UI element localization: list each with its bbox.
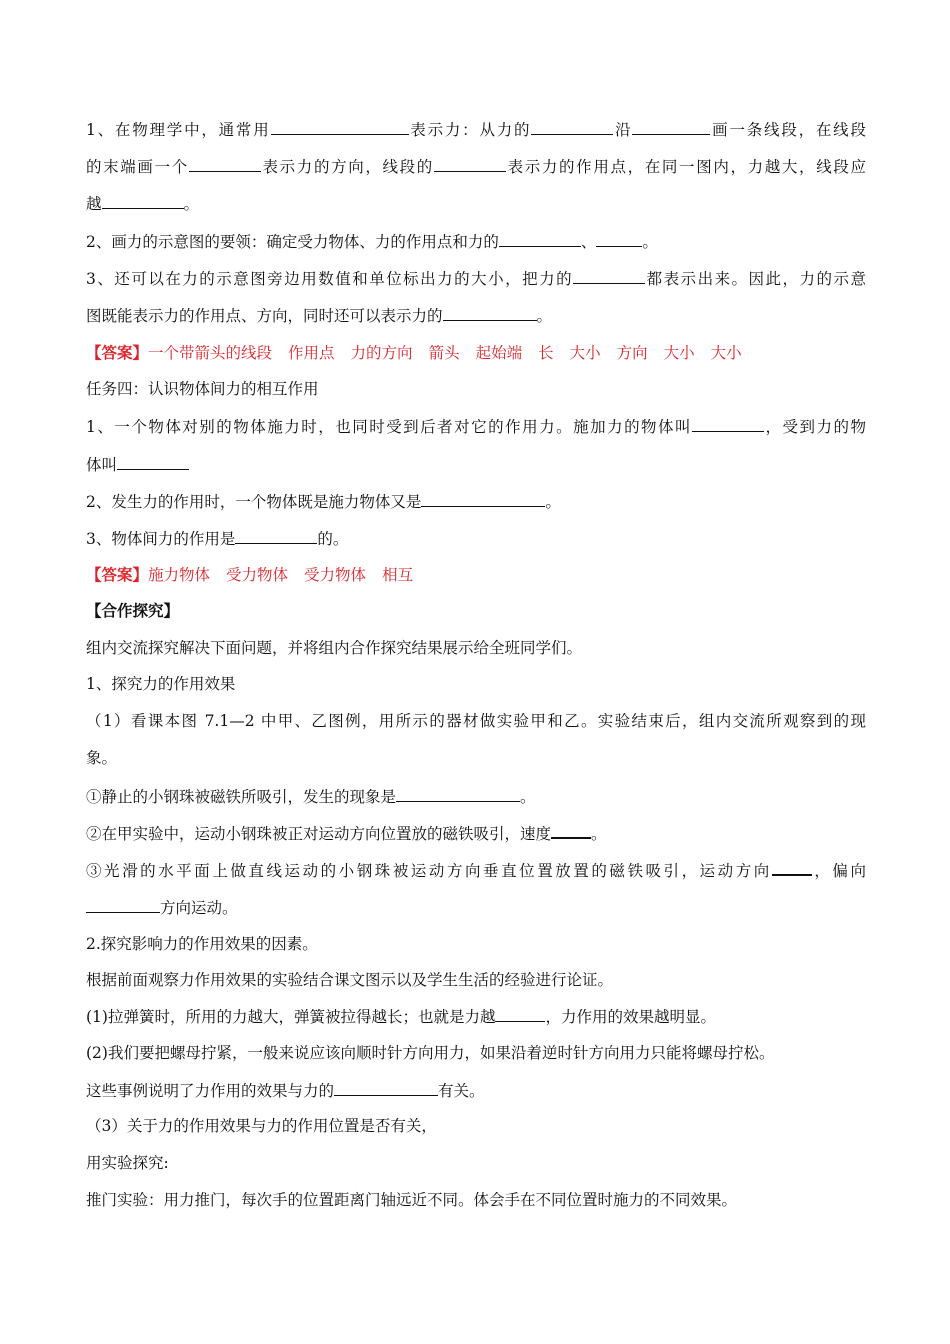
text: 。: [545, 493, 561, 511]
answer-item: 大小: [710, 344, 742, 362]
answer-item: 一个带箭头的线段: [148, 344, 273, 362]
text: 的末端画一个: [86, 158, 189, 176]
text: 越: [86, 195, 102, 213]
coop-intro: 组内交流探究解决下面问题，并将组内合作探究结果展示给全班同学们。: [86, 639, 583, 657]
coop-s2-p2: (2)我们要把螺母拧紧，一般来说应该向顺时针方向用力，如果沿着逆时针方向用力只能将螺母拧松。: [86, 1044, 775, 1062]
text: 都表示出来。因此，力的示意: [645, 270, 866, 288]
answer-item: 大小: [569, 344, 601, 362]
text: 有关。: [438, 1082, 485, 1100]
answer-blank[interactable]: [551, 821, 591, 839]
text: 表示力的作用点，在同一图内，力越大，线段应: [505, 158, 866, 176]
coop-s1-p1-line1: （1）看课本图 7.1—2 中甲、乙图例，用所示的器材做实验甲和乙。实验结束后，组内交流所观察到的现: [86, 712, 866, 730]
coop-s2-intro: 根据前面观察力作用效果的实验结合课文图示以及学生生活的经验进行论证。: [86, 971, 614, 989]
t4-q1-line1: [86, 415, 866, 438]
answer-item: 相互: [382, 566, 414, 584]
t3-answer: [86, 342, 866, 364]
answer-blank[interactable]: [772, 858, 812, 876]
text: 图既能表示力的作用点、方向，同时还可以表示力的: [86, 307, 443, 325]
t4-q3: [86, 527, 866, 550]
answer-blank[interactable]: [235, 527, 317, 544]
text: (1)拉弹簧时，所用的力越大，弹簧被拉得越长；也就是力越: [86, 1008, 496, 1026]
text: ①静止的小钢珠被磁铁所吸引，发生的现象是: [86, 788, 397, 806]
answer-blank[interactable]: [271, 118, 409, 135]
answer-blank[interactable]: [117, 453, 189, 470]
answer-item: 方向: [616, 344, 648, 362]
t3-q2: [86, 230, 866, 253]
answer-blank[interactable]: [596, 230, 642, 247]
text: ，力作用的效果越明显。: [545, 1008, 716, 1026]
text: 方向运动。: [160, 899, 238, 917]
text: 沿: [613, 121, 633, 139]
t3-q1-line2: [86, 155, 866, 178]
text: 的。: [317, 530, 349, 548]
text: 。: [536, 307, 553, 325]
answer-item: 箭头: [428, 344, 460, 362]
coop-s1-a: [86, 785, 866, 808]
coop-s1-p1-line2: 象。: [86, 749, 118, 767]
coop-s2-p3: （3）关于力的作用效果与力的作用位置是否有关，: [86, 1117, 437, 1135]
text: 。: [591, 825, 607, 843]
answer-blank[interactable]: [102, 192, 184, 209]
text: 1、一个物体对别的物体施力时，也同时受到后者对它的作用力。施加力的物体叫: [86, 418, 693, 436]
text: ②在甲实验中，运动小钢珠被正对运动方向位置放的磁铁吸引，速度: [86, 825, 552, 843]
text: 表示力：从力的: [408, 121, 532, 139]
coop-s1-c-line2: [86, 896, 866, 919]
answer-blank[interactable]: [692, 415, 764, 432]
answer-blank[interactable]: [443, 304, 537, 321]
answer-blank[interactable]: [573, 267, 645, 284]
text: 。: [520, 788, 536, 806]
coop-s2-p3c: 推门实验：用力推门，每次手的位置距离门轴远近不同。体会手在不同位置时施力的不同效果。: [86, 1191, 738, 1209]
answer-item: 受力物体: [226, 566, 289, 584]
answer-blank[interactable]: [86, 896, 160, 913]
text: ③光滑的水平面上做直线运动的小钢珠被运动方向垂直位置放置的磁铁吸引，运动方向: [86, 862, 772, 880]
answer-blank[interactable]: [334, 1079, 438, 1096]
answer-item: 受力物体: [304, 566, 367, 584]
coop-s2-p2b: [86, 1079, 866, 1102]
answer-blank[interactable]: [499, 230, 581, 247]
answer-item: 大小: [663, 344, 695, 362]
text: 2、发生力的作用时，一个物体既是施力物体又是: [86, 493, 422, 511]
text: 。: [183, 195, 200, 213]
coop-s2-p3b: 用实验探究:: [86, 1154, 169, 1172]
coop-s1-c-line1: [86, 858, 866, 882]
t3-q3-line2: [86, 304, 866, 327]
answer-item: 起始端: [475, 344, 523, 362]
answer-item: 作用点: [288, 344, 335, 362]
t3-q1-line3: [86, 192, 866, 215]
coop-heading: 【合作探究】: [86, 601, 180, 620]
answer-blank[interactable]: [531, 118, 613, 135]
coop-s1-title: 1、探究力的作用效果: [86, 675, 236, 693]
answer-tag: 【答案】: [86, 565, 149, 584]
t3-q3-line1: [86, 267, 866, 290]
text: 2、画力的示意图的要领：确定受力物体、力的作用点和力的: [86, 233, 499, 251]
task4-title: 任务四：认识物体间力的相互作用: [86, 380, 319, 398]
t4-q2: [86, 490, 866, 513]
answer-blank[interactable]: [632, 118, 710, 135]
answer-tag: 【答案】: [86, 343, 149, 362]
t4-q1-line2: [86, 453, 866, 476]
text: 3、还可以在力的示意图旁边用数值和单位标出力的大小，把力的: [86, 270, 574, 288]
answer-blank[interactable]: [495, 1005, 545, 1022]
text: ，受到力的物: [764, 418, 866, 436]
text: 、: [580, 233, 597, 251]
answer-item: 力的方向: [350, 344, 413, 362]
coop-s1-b: [86, 821, 866, 845]
answer-blank[interactable]: [396, 785, 520, 802]
text: 画一条线段，在线段: [710, 121, 866, 139]
text: 1、在物理学中，通常用: [86, 121, 271, 139]
text: 3、物体间力的作用是: [86, 530, 236, 548]
text: 体叫: [86, 456, 118, 474]
t4-answer: [86, 564, 866, 586]
text: 表示力的方向，线段的: [260, 158, 434, 176]
text: ，偏向: [811, 862, 866, 880]
text: 这些事例说明了力作用的效果与力的: [86, 1082, 335, 1100]
answer-blank[interactable]: [421, 490, 545, 507]
answer-item: 施力物体: [148, 566, 211, 584]
answer-item: 长: [538, 344, 554, 362]
coop-s2-p1: [86, 1005, 866, 1028]
text: 。: [642, 233, 658, 251]
t3-q1-line1: [86, 118, 866, 141]
coop-s2-title: 2.探究影响力的作用效果的因素。: [86, 935, 318, 953]
answer-blank[interactable]: [434, 155, 506, 172]
answer-blank[interactable]: [189, 155, 261, 172]
